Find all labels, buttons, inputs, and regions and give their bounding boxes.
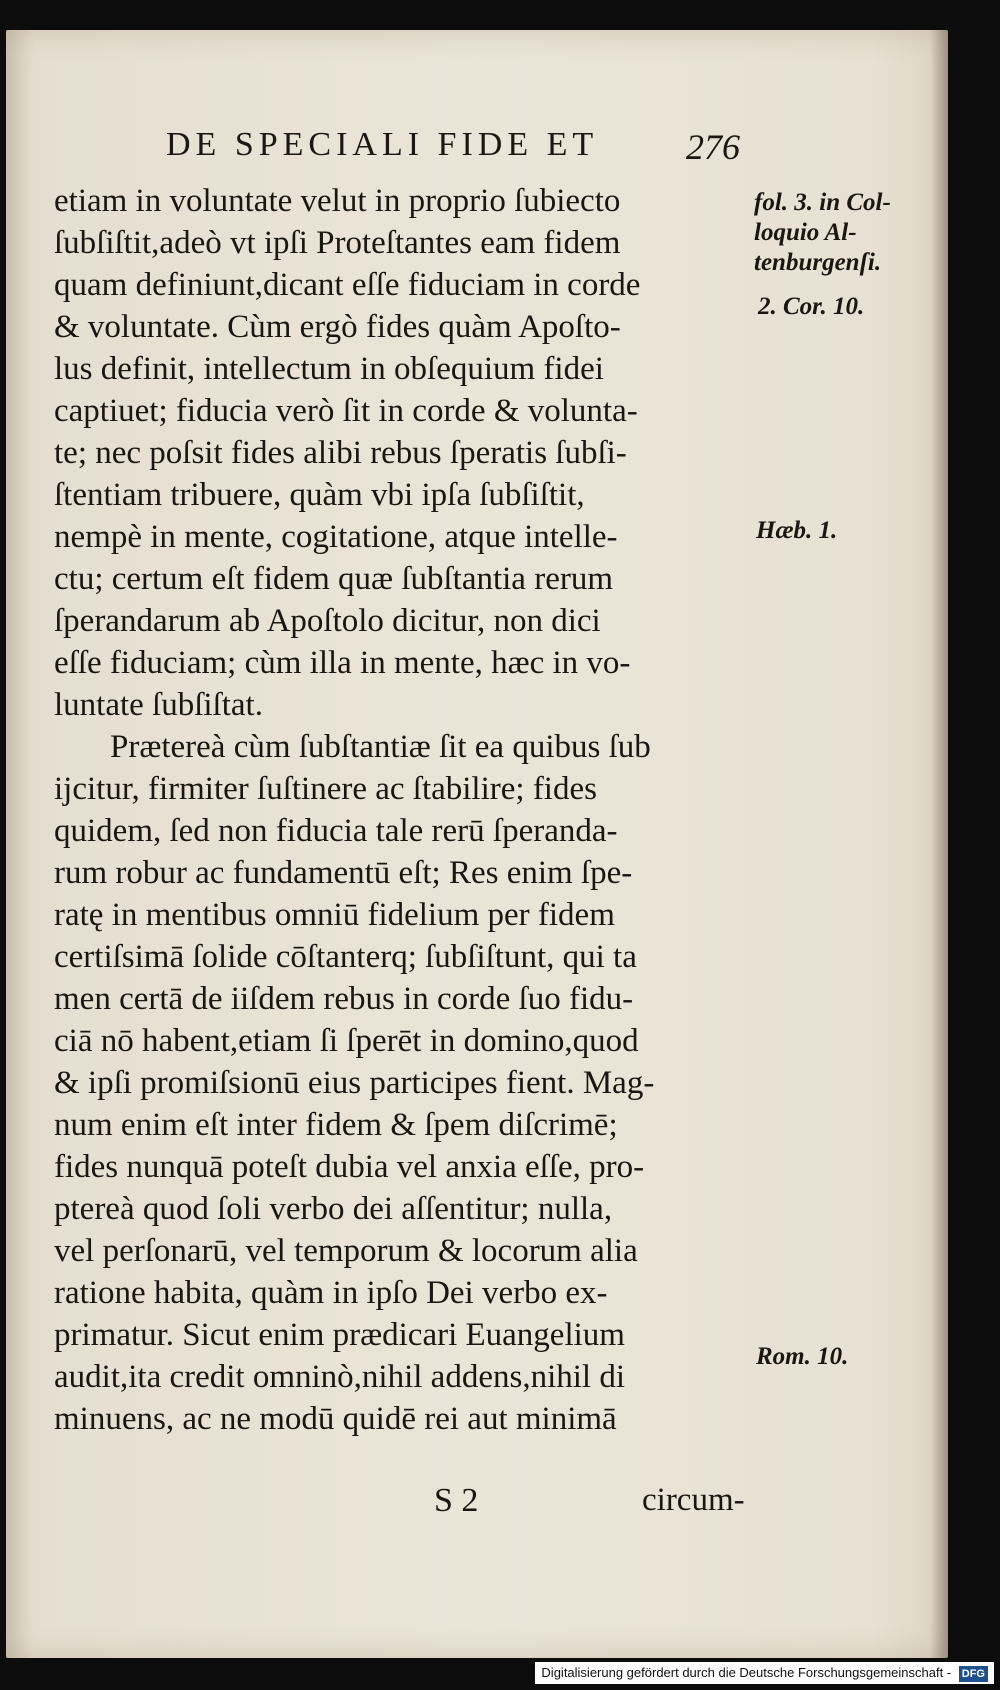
text-line: te; nec poſsit fides alibi rebus ſperatis ſubſi- xyxy=(54,435,627,471)
digitization-credit xyxy=(535,1662,994,1684)
margin-note-corinthians: 2. Cor. 10. xyxy=(758,293,865,320)
text-line: quam definiunt,dicant eſſe fiduciam in corde xyxy=(54,267,641,303)
text-line: fides nunquā poteſt dubia vel anxia eſſe, pro- xyxy=(54,1149,645,1185)
text-line: lus definit, intellectum in obſequium fidei xyxy=(54,351,604,387)
margin-note-line: loquio Al- xyxy=(754,219,857,246)
book-page xyxy=(6,30,948,1658)
margin-note-hebrews: Hæb. 1. xyxy=(756,517,838,544)
text-line: ratione habita, quàm in ipſo Dei verbo ex- xyxy=(54,1275,608,1311)
credit-text: Digitalisierung gefördert durch die Deutsche Forschungsgemeinschaft - xyxy=(541,1665,952,1680)
text-line: ſperandarum ab Apoſtolo dicitur, non dici xyxy=(54,603,601,639)
running-head xyxy=(166,126,766,176)
text-line: ſubſiſtit,adeò vt ipſi Proteſtantes eam fidem xyxy=(54,225,621,261)
text-line: num enim eſt inter fidem & ſpem diſcrimē; xyxy=(54,1107,618,1143)
margin-note-line: tenburgenſi. xyxy=(754,249,882,276)
catchword: circum- xyxy=(642,1482,745,1518)
text-line: etiam in voluntate velut in proprio ſubiecto xyxy=(54,183,621,219)
signature-mark: S 2 xyxy=(434,1482,479,1519)
text-line: ijcitur, firmiter ſuſtinere ac ſtabilire; fides xyxy=(54,771,597,807)
text-line: ratę in mentibus omniū fidelium per fidem xyxy=(54,897,615,933)
text-line: & ipſi promiſsionū eius participes fient. Mag- xyxy=(54,1065,655,1101)
text-line: audit,ita credit omninò,nihil addens,nihil di xyxy=(54,1359,625,1395)
text-line: nempè in mente, cogitatione, atque intelle- xyxy=(54,519,618,555)
text-line: vel perſonarū, vel temporum & locorum alia xyxy=(54,1233,638,1269)
text-line: quidem, ſed non fiducia tale rerū ſperanda- xyxy=(54,813,618,849)
margin-note-line: fol. 3. in Col- xyxy=(754,189,891,216)
text-line: ctu; certum eſt fidem quæ ſubſtantia rerum xyxy=(54,561,614,597)
text-line: minuens, ac ne modū quidē rei aut minimā xyxy=(54,1401,617,1437)
dfg-logo: DFG xyxy=(959,1666,988,1682)
paragraph-start-line: Prætereà cùm ſubſtantiæ ſit ea quibus ſub xyxy=(110,729,651,765)
margin-note-colloquio xyxy=(754,188,891,278)
margin-note-romans: Rom. 10. xyxy=(756,1343,849,1370)
text-line: certiſsimā ſolide cōſtanterq; ſubſiſtunt, qui ta xyxy=(54,939,637,975)
page-number: 276 xyxy=(686,127,740,167)
text-line: ptereà quod ſoli verbo dei aſſentitur; nulla, xyxy=(54,1191,613,1227)
text-line: men certā de iiſdem rebus in corde ſuo fidu- xyxy=(54,981,634,1017)
text-line: captiuet; fiducia verò ſit in corde & volunta- xyxy=(54,393,638,429)
text-line: ſtentiam tribuere, quàm vbi ipſa ſubſiſtit, xyxy=(54,477,585,513)
text-line: ciā nō habent,etiam ſi ſperēt in domino,quod xyxy=(54,1023,639,1059)
page-footer xyxy=(6,1482,766,1532)
text-line: rum robur ac fundamentū eſt; Res enim ſpe- xyxy=(54,855,633,891)
body-text xyxy=(54,180,754,1440)
text-line: primatur. Sicut enim prædicari Euangelium xyxy=(54,1317,625,1353)
running-title: DE SPECIALI FIDE ET xyxy=(166,126,599,163)
page-edge-shadow xyxy=(930,30,948,1658)
text-line: & voluntate. Cùm ergò fides quàm Apoſto- xyxy=(54,309,621,345)
text-line: eſſe fiduciam; cùm illa in mente, hæc in vo- xyxy=(54,645,631,681)
text-line: luntate ſubſiſtat. xyxy=(54,687,263,723)
